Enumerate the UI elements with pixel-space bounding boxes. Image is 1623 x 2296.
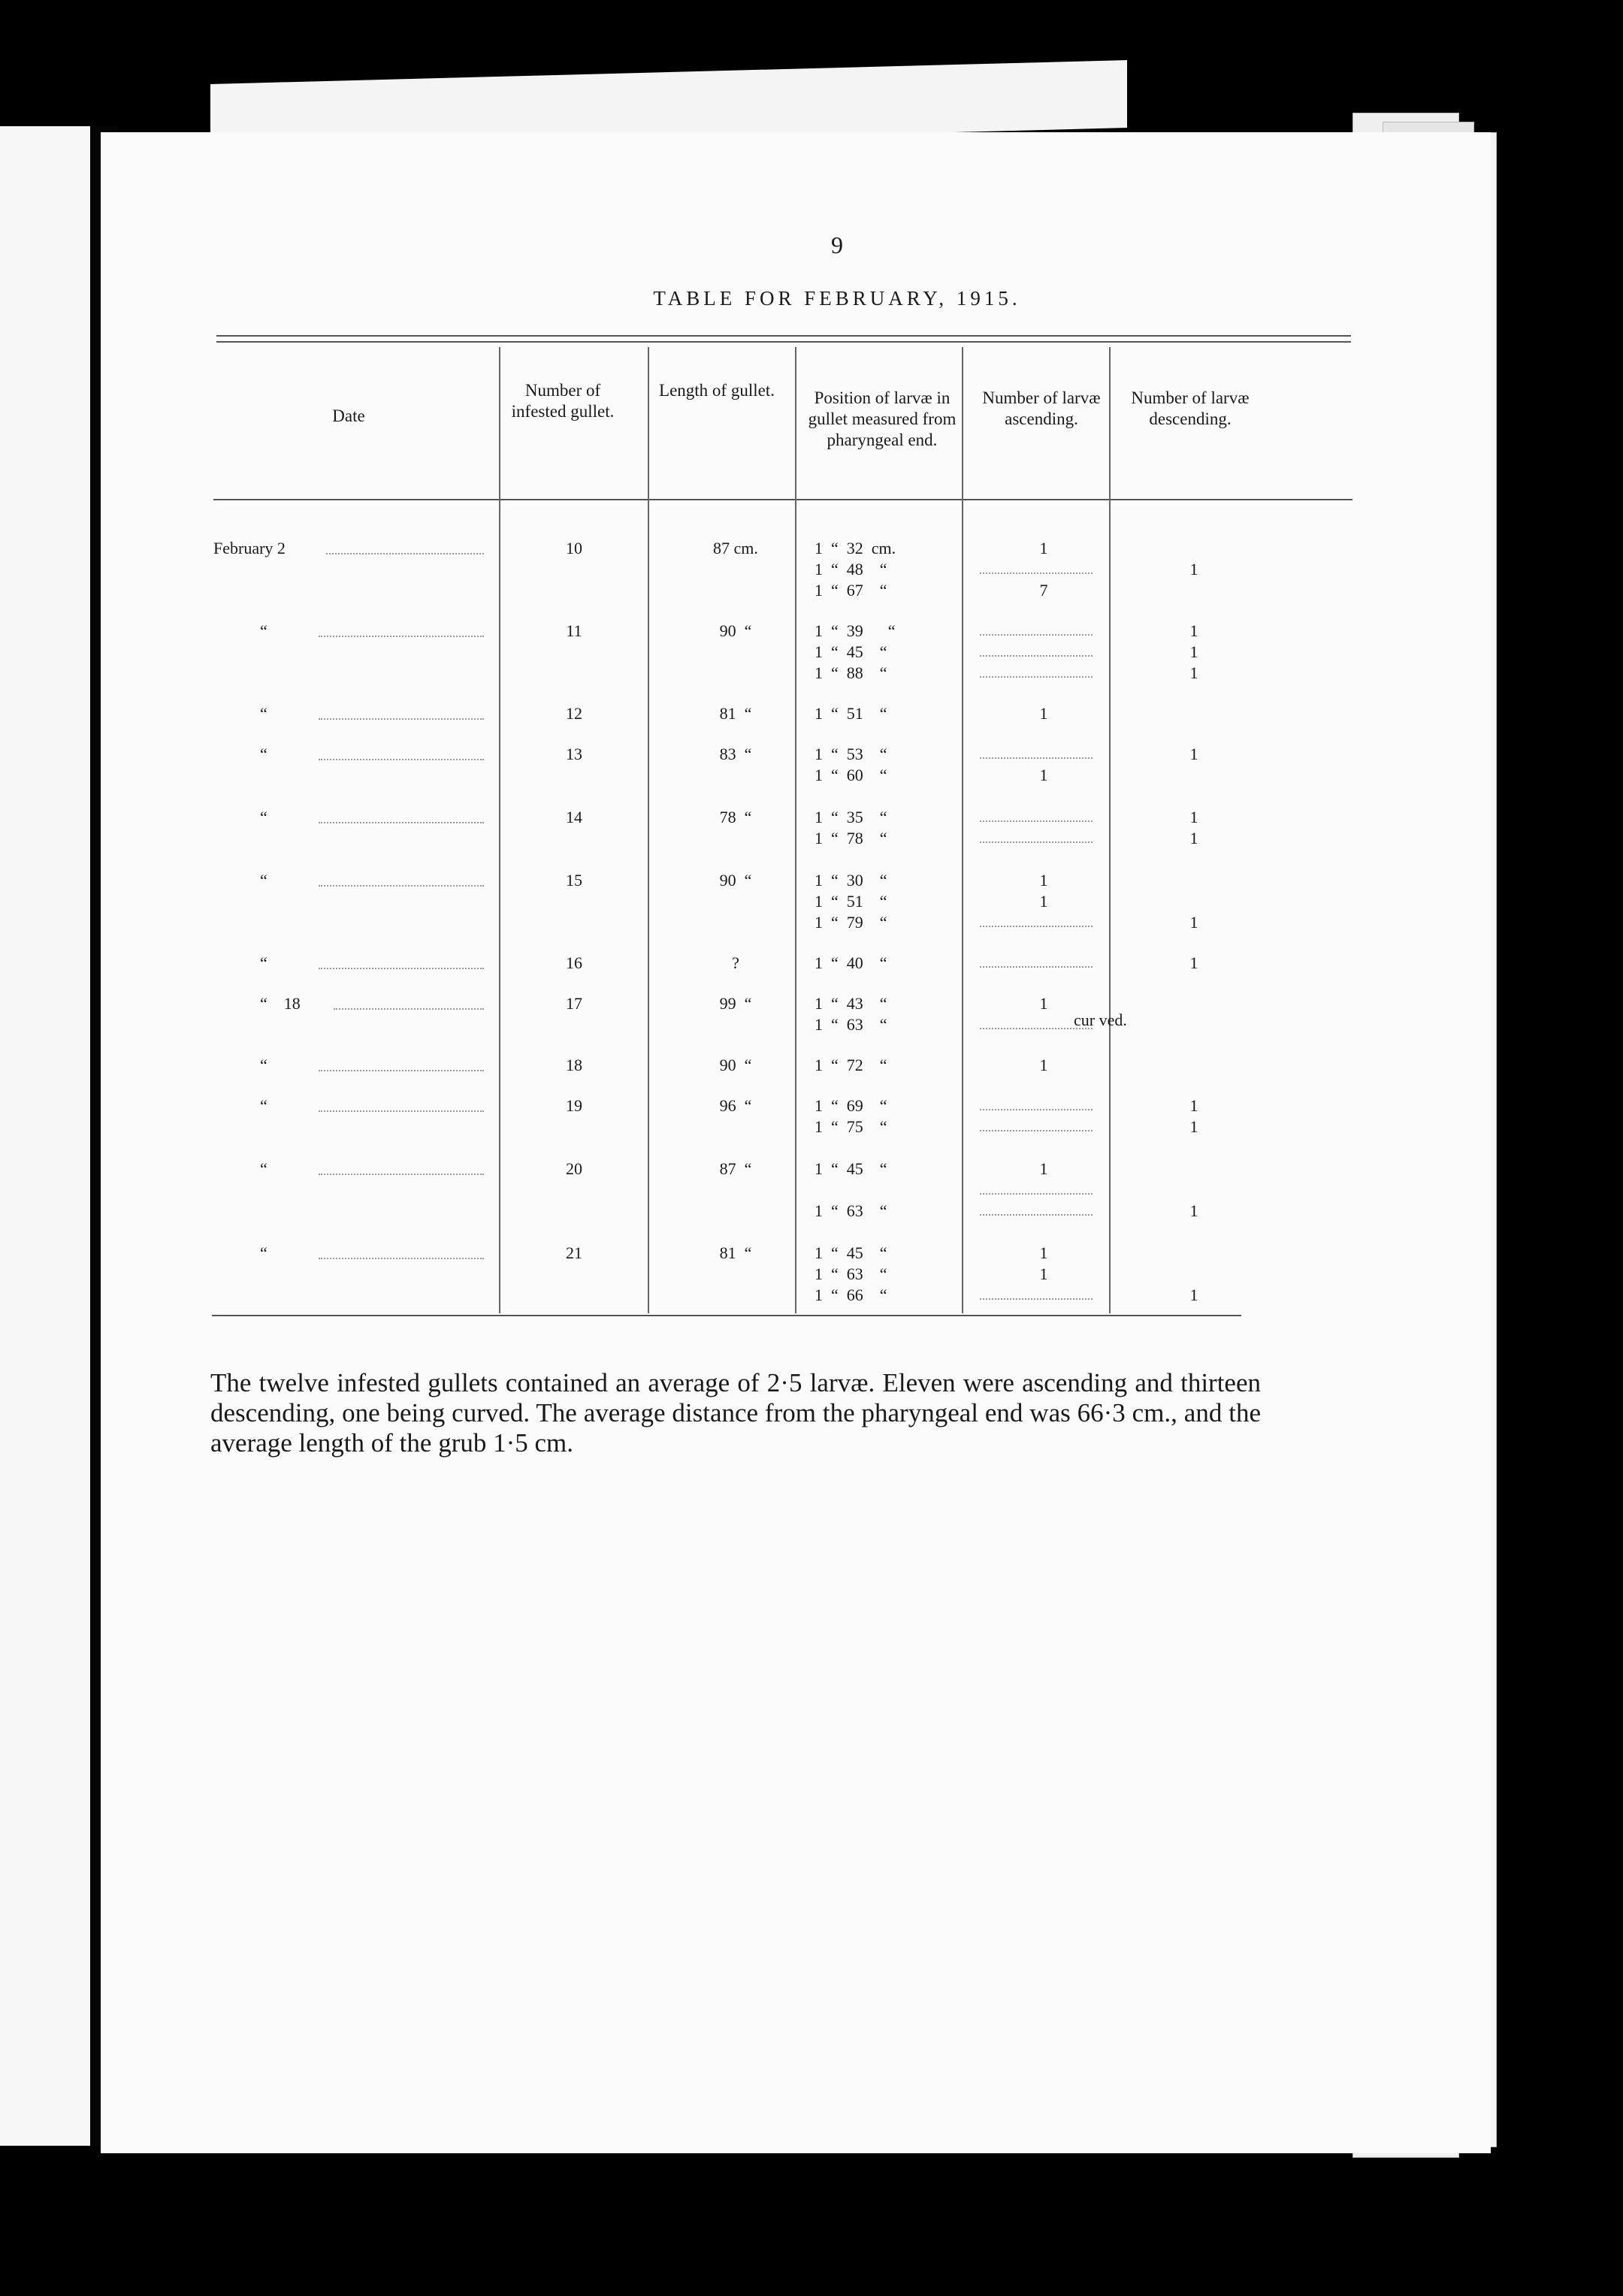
- leader-dots: [334, 1008, 484, 1010]
- larva-position: 1 “ 39 “: [815, 621, 896, 640]
- larva-ascending: 1: [1039, 1264, 1048, 1283]
- larva-position: 1 “ 67 “: [815, 581, 887, 600]
- larva-descending: 1: [1189, 560, 1198, 579]
- empty-cell-dots: [980, 757, 1093, 759]
- row-gullet-length: 90 “: [719, 1056, 752, 1074]
- larva-position: 1 “ 78 “: [815, 829, 887, 847]
- table-top-rule: [216, 335, 1351, 337]
- leader-dots: [319, 1070, 484, 1071]
- larva-position: 1 “ 75 “: [815, 1117, 887, 1136]
- header-date: Date: [332, 406, 365, 425]
- empty-cell-dots: [980, 841, 1093, 843]
- empty-cell-dots: [980, 1109, 1093, 1110]
- leader-dots: [319, 636, 484, 637]
- leader-dots: [319, 885, 484, 887]
- larva-ascending: 1: [1039, 704, 1048, 723]
- row-gullet-length: 83 “: [719, 745, 752, 763]
- row-gullet-length: 87 “: [719, 1159, 752, 1178]
- row-gullet-length: 81 “: [719, 704, 752, 723]
- larva-descending: 1: [1189, 808, 1198, 826]
- row-date: “: [260, 953, 267, 972]
- larva-descending: 1: [1189, 745, 1198, 763]
- row-date: “: [260, 808, 267, 826]
- larva-descending: 1: [1189, 1201, 1198, 1220]
- larva-descending: 1: [1189, 913, 1198, 932]
- row-infested-number: 16: [566, 953, 582, 972]
- empty-cell-dots: [980, 926, 1093, 927]
- row-infested-number: 21: [566, 1243, 582, 1262]
- larva-position: 1 “ 30 “: [815, 871, 887, 890]
- larva-position: 1 “ 69 “: [815, 1096, 887, 1115]
- larva-ascending: 1: [1039, 994, 1048, 1013]
- row-infested-number: 11: [566, 621, 582, 640]
- row-infested-number: 10: [566, 539, 582, 557]
- row-gullet-length: 99 “: [719, 994, 752, 1013]
- row-gullet-length: 90 “: [719, 871, 752, 890]
- larva-descending: 1: [1189, 663, 1198, 682]
- larva-position: 1 “ 63 “: [815, 1201, 887, 1220]
- row-gullet-length: 90 “: [719, 621, 752, 640]
- row-date: February 2: [213, 539, 286, 557]
- leader-dots: [319, 759, 484, 760]
- row-date: “: [260, 1096, 267, 1115]
- row-date: “: [260, 704, 267, 723]
- row-gullet-length: ?: [732, 953, 739, 972]
- empty-cell-dots: [980, 1130, 1093, 1131]
- larva-position: 1 “ 35 “: [815, 808, 887, 826]
- larva-position: 1 “ 63 “: [815, 1264, 887, 1283]
- row-date: “: [260, 745, 267, 763]
- larva-position: 1 “ 45 “: [815, 642, 887, 661]
- leader-dots: [319, 822, 484, 823]
- row-gullet-length: 78 “: [719, 808, 752, 826]
- larva-ascending: 1: [1039, 1243, 1048, 1262]
- column-divider: [1109, 347, 1111, 1313]
- row-date: “: [260, 1056, 267, 1074]
- larva-ascending: 1: [1039, 1159, 1048, 1178]
- header-length: Length of gullet.: [659, 381, 775, 400]
- row-date: “: [260, 871, 267, 890]
- leader-dots: [319, 968, 484, 969]
- left-page-edge: [0, 126, 90, 2146]
- larva-descending: 1: [1189, 829, 1198, 847]
- larva-descending: 1: [1189, 953, 1198, 972]
- larva-position: 1 “ 51 “: [815, 704, 887, 723]
- header-ascending: Number of larvæ ascending.: [982, 388, 1101, 428]
- column-divider: [962, 347, 963, 1313]
- column-divider: [648, 347, 649, 1313]
- larva-position: 1 “ 53 “: [815, 745, 887, 763]
- larva-descending: 1: [1189, 1285, 1198, 1304]
- row-infested-number: 12: [566, 704, 582, 723]
- empty-cell-dots: [980, 1298, 1093, 1300]
- header-descending: Number of larvæ descending.: [1131, 388, 1250, 428]
- larva-position: 1 “ 72 “: [815, 1056, 887, 1074]
- curved-note: cur ved.: [1074, 1011, 1127, 1029]
- empty-cell-dots: [980, 634, 1093, 636]
- header-rule: [213, 499, 1352, 500]
- larva-position: 1 “ 66 “: [815, 1285, 887, 1304]
- row-date: “: [260, 1159, 267, 1178]
- column-divider: [795, 347, 796, 1313]
- leader-dots: [326, 553, 484, 554]
- leader-dots: [319, 1258, 484, 1259]
- larva-position: 1 “ 45 “: [815, 1159, 887, 1178]
- larva-position: 1 “ 79 “: [815, 913, 887, 932]
- row-date: “: [260, 621, 267, 640]
- leader-dots: [319, 718, 484, 720]
- larva-ascending: 7: [1039, 581, 1048, 600]
- empty-cell-dots: [980, 676, 1093, 678]
- larva-descending: 1: [1189, 621, 1198, 640]
- row-gullet-length: 87 cm.: [713, 539, 758, 557]
- document-page: [101, 132, 1491, 2153]
- row-date: “: [260, 1243, 267, 1262]
- row-date: “ 18: [260, 994, 301, 1013]
- row-gullet-length: 96 “: [719, 1096, 752, 1115]
- larva-descending: 1: [1189, 642, 1198, 661]
- empty-cell-dots: [980, 655, 1093, 657]
- empty-cell-dots: [980, 572, 1093, 574]
- larva-position: 1 “ 43 “: [815, 994, 887, 1013]
- table-top-rule: [216, 341, 1351, 343]
- row-infested-number: 17: [566, 994, 582, 1013]
- table-title: TABLE FOR FEBRUARY, 1915.: [653, 287, 1021, 310]
- row-infested-number: 18: [566, 1056, 582, 1074]
- empty-cell-dots: [980, 820, 1093, 822]
- row-infested-number: 13: [566, 745, 582, 763]
- larva-position: 1 “ 32 cm.: [815, 539, 896, 557]
- larva-ascending: 1: [1039, 871, 1048, 890]
- empty-cell-dots: [980, 966, 1093, 968]
- larva-position: 1 “ 40 “: [815, 953, 887, 972]
- larva-ascending: 1: [1039, 1056, 1048, 1074]
- table-bottom-rule: [212, 1315, 1241, 1316]
- column-divider: [499, 347, 500, 1313]
- row-infested-number: 20: [566, 1159, 582, 1178]
- leader-dots: [319, 1174, 484, 1175]
- leader-dots: [319, 1110, 484, 1112]
- row-infested-number: 14: [566, 808, 582, 826]
- larva-descending: 1: [1189, 1096, 1198, 1115]
- empty-cell-dots: [980, 1193, 1093, 1195]
- row-gullet-length: 81 “: [719, 1243, 752, 1262]
- larva-ascending: 1: [1039, 766, 1048, 784]
- larva-descending: 1: [1189, 1117, 1198, 1136]
- header-infested: Number of infested gullet.: [511, 381, 615, 421]
- header-position: Position of larvæ in gullet measured from pharyngeal end.: [808, 388, 957, 449]
- summary-paragraph: The twelve infested gullets contained an average of 2·5 larvæ. Eleven were ascending and thirteen descending, one being curved. The average distance from the pharyngeal end was 66·3 cm., and the average length of the grub 1·5 cm.: [210, 1368, 1261, 1458]
- empty-cell-dots: [980, 1214, 1093, 1216]
- larva-position: 1 “ 48 “: [815, 560, 887, 579]
- larva-ascending: 1: [1039, 539, 1048, 557]
- row-infested-number: 15: [566, 871, 582, 890]
- larva-position: 1 “ 51 “: [815, 892, 887, 911]
- row-infested-number: 19: [566, 1096, 582, 1115]
- larva-position: 1 “ 63 “: [815, 1015, 887, 1034]
- larva-position: 1 “ 60 “: [815, 766, 887, 784]
- larva-position: 1 “ 88 “: [815, 663, 887, 682]
- larva-ascending: 1: [1039, 892, 1048, 911]
- page-number: 9: [831, 231, 843, 258]
- larva-position: 1 “ 45 “: [815, 1243, 887, 1262]
